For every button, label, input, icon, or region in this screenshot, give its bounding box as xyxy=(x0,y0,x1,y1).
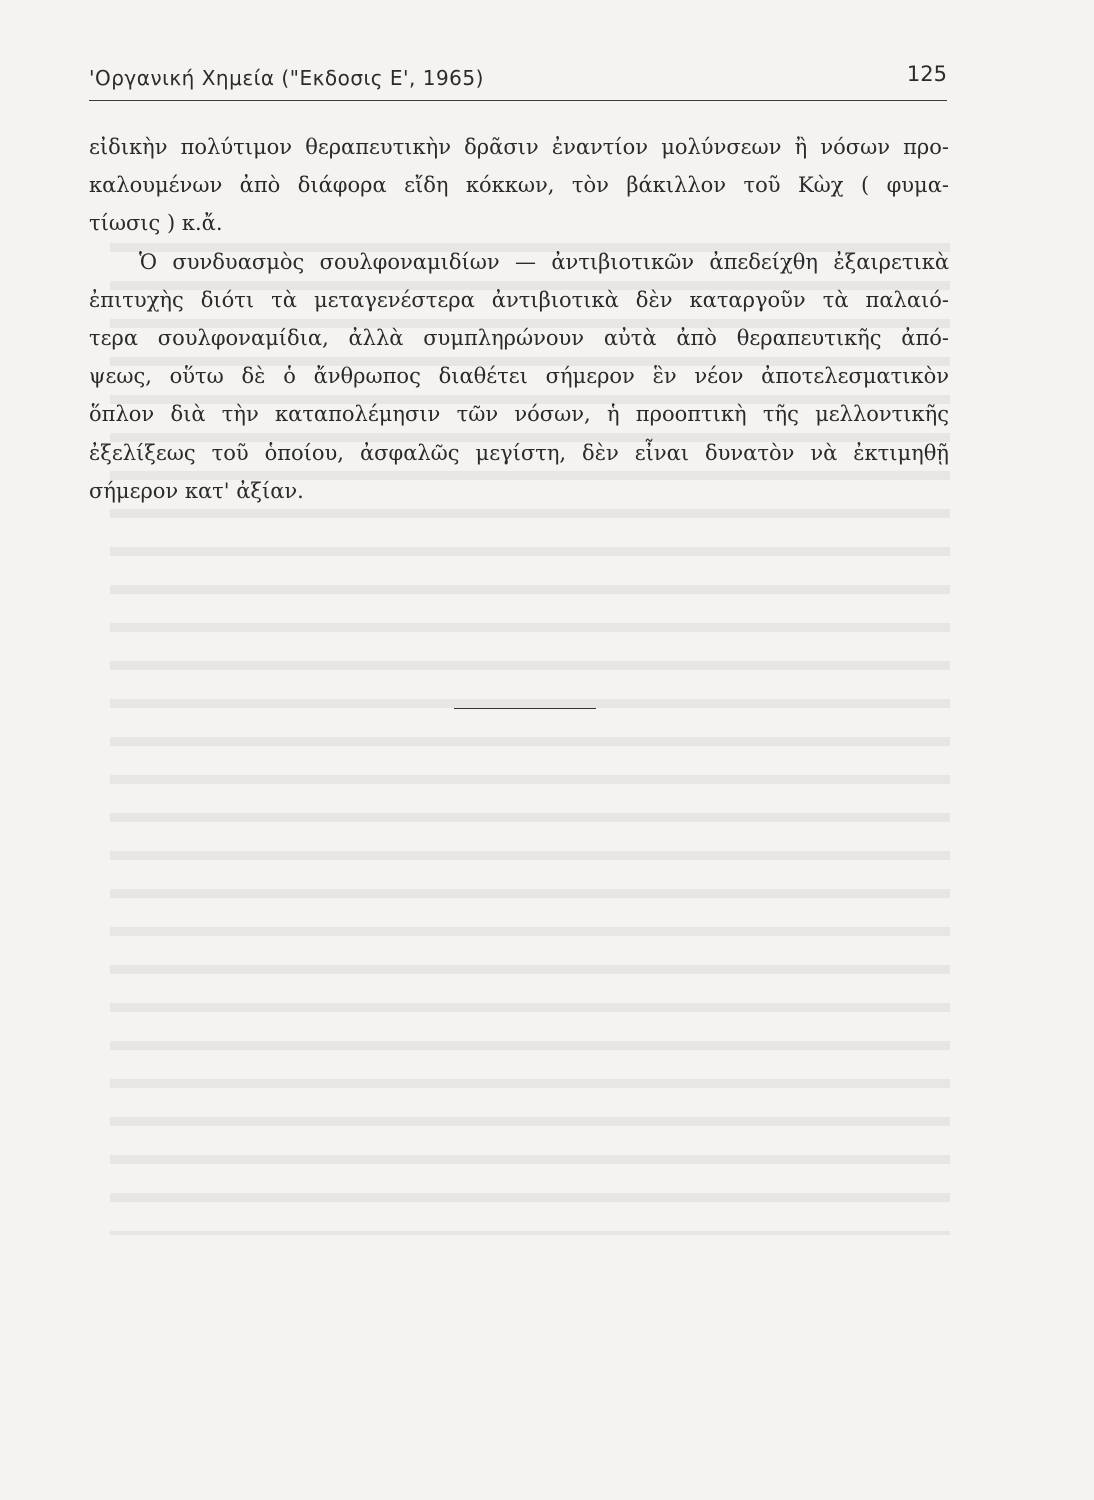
paragraph-start-line: Ὁ συνδυασμὸς σουλφοναμιδίων — ἀντιβιοτικῶν ἀπεδείχθη ἐξαιρετικὰ xyxy=(139,249,949,274)
text-line: σήμερον κατ' ἀξίαν. xyxy=(89,478,304,503)
page-number: 125 xyxy=(906,62,947,86)
text-line: καλουμένων ἀπὸ διάφορα εἴδη κόκκων, τὸν βάκιλλον τοῦ Κὼχ ( φυμα- xyxy=(89,173,949,198)
running-header xyxy=(89,62,947,106)
section-divider-rule xyxy=(454,708,596,709)
text-line: ἐξελίξεως τοῦ ὁποίου, ἀσφαλῶς μεγίστη, δὲν εἶναι δυνατὸν νὰ ἐκτιμηθῇ xyxy=(89,440,949,465)
text-line: ἐπιτυχὴς διότι τὰ μεταγενέστερα ἀντιβιοτικὰ δὲν καταργοῦν τὰ παλαιό- xyxy=(89,287,949,312)
text-line: τίωσις ) κ.ἄ. xyxy=(89,211,223,236)
text-line: εἰδικὴν πολύτιμον θεραπευτικὴν δρᾶσιν ἐναντίον μολύνσεων ἢ νόσων προ- xyxy=(89,135,949,159)
text-line: ψεως, οὕτω δὲ ὁ ἄνθρωπος διαθέτει σήμερον ἓν νέον ἀποτελεσματικὸν xyxy=(89,364,949,389)
text-line: ὅπλον διὰ τὴν καταπολέμησιν τῶν νόσων, ἡ προοπτικὴ τῆς μελλοντικῆς xyxy=(89,402,949,427)
header-rule xyxy=(89,100,947,101)
body-text xyxy=(89,128,949,510)
running-header-title: 'Οργανική Χημεία ("Εκδοσις Ε', 1965) xyxy=(89,66,484,90)
text-line: τερα σουλφοναμίδια, ἀλλὰ συμπληρώνουν αὐτὰ ἀπὸ θεραπευτικῆς ἀπό- xyxy=(89,325,949,350)
